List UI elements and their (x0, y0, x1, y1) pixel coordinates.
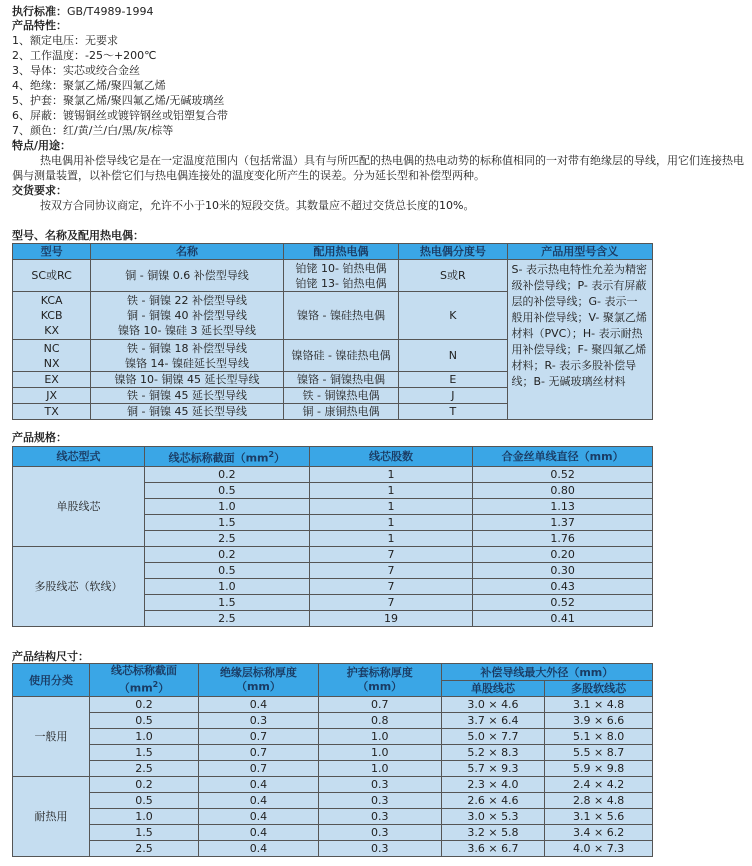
property-item: 6、屏蔽：镀锡铜丝或镀锌钢丝或铝塑复合带 (12, 109, 228, 122)
structure-header-text: （mm） (357, 680, 403, 693)
multi-core-diameter: 3.4 × 6.2 (545, 825, 653, 841)
delivery-title: 交货要求： (12, 184, 67, 197)
spec-header: 合金丝单线直径（mm） (473, 447, 653, 467)
structure-subheader: 多股软线芯 (545, 681, 653, 697)
spec-title: 产品规格： (12, 431, 67, 444)
property-item: 4、绝缘：聚氯乙烯/聚四氟乙烯 (12, 79, 166, 92)
insulation-thickness: 0.4 (199, 697, 319, 713)
strands: 1 (309, 498, 473, 514)
insulation-thickness: 0.3 (199, 713, 319, 729)
property-item: 5、护套：聚氯乙烯/聚四氟乙烯/无碱玻璃丝 (12, 94, 225, 107)
model-thermocouple: 镍铬硅 - 镍硅热电偶 (283, 340, 398, 372)
model-graduation: T (399, 404, 507, 420)
table-row (13, 546, 653, 562)
model-codes: TX (13, 404, 91, 420)
section: 1.0 (144, 578, 309, 594)
single-core-diameter: 5.0 × 7.7 (441, 729, 545, 745)
single-core-diameter: 3.2 × 5.8 (441, 825, 545, 841)
insulation-thickness: 0.7 (199, 729, 319, 745)
models-header: 产品用型号含义 (507, 244, 652, 260)
models-header: 名称 (91, 244, 284, 260)
superscript: 2 (152, 680, 159, 690)
table-row (13, 777, 653, 793)
single-core-diameter: 3.0 × 5.3 (441, 809, 545, 825)
model-graduation: S或R (399, 260, 507, 292)
properties-title: 产品特性： (12, 19, 67, 32)
model-graduation: N (399, 340, 507, 372)
structure-header (199, 664, 319, 697)
multi-core-diameter: 5.1 × 8.0 (545, 729, 653, 745)
structure-header-text: ） (158, 681, 170, 695)
property-item: 7、颜色：红/黄/兰/白/黑/灰/棕等 (12, 124, 174, 137)
table-row (13, 809, 653, 825)
table-row (13, 745, 653, 761)
wire-diameter: 1.37 (473, 514, 653, 530)
model-thermocouple: 铁 - 铜镍热电偶 (283, 388, 398, 404)
insulation-thickness: 0.4 (199, 841, 319, 857)
single-core-diameter: 3.7 × 6.4 (441, 713, 545, 729)
section: 2.5 (89, 761, 198, 777)
spec-header: 线芯股数 (309, 447, 473, 467)
sheath-thickness: 0.8 (318, 713, 441, 729)
section: 0.5 (144, 482, 309, 498)
section: 0.5 (89, 713, 198, 729)
section: 1.0 (89, 809, 198, 825)
section: 1.0 (89, 729, 198, 745)
strands: 1 (309, 466, 473, 482)
insulation-thickness: 0.4 (199, 793, 319, 809)
insulation-thickness: 0.4 (199, 825, 319, 841)
sheath-thickness: 0.3 (318, 777, 441, 793)
section: 2.5 (144, 530, 309, 546)
multi-core-diameter: 2.4 × 4.2 (545, 777, 653, 793)
structure-header: 补偿导线最大外径（mm） (441, 664, 652, 681)
table-row (13, 713, 653, 729)
superscript: 2 (268, 450, 275, 459)
core-type: 多股线芯（软线） (13, 546, 145, 626)
table-row (13, 793, 653, 809)
standard-label: 执行标准： (12, 5, 67, 18)
spec-header: 线芯型式 (13, 447, 145, 467)
insulation-thickness: 0.4 (199, 809, 319, 825)
section: 0.5 (144, 562, 309, 578)
sheath-thickness: 0.3 (318, 825, 441, 841)
strands: 19 (309, 610, 473, 626)
spec-header-text: ） (274, 451, 286, 465)
models-header: 配用热电偶 (283, 244, 398, 260)
section: 1.5 (89, 825, 198, 841)
table-row (13, 841, 653, 857)
wire-diameter: 0.52 (473, 466, 653, 482)
structure-header-text: 护套标称厚度 (346, 666, 413, 679)
model-meaning: S- 表示热电特性允差为精密级补偿导线；P- 表示有屏蔽层的补偿导线；G- 表示一般用补偿导线；V- 聚氯乙烯材料（PVC）；H- 表示耐热用补偿导线；F- 聚四氟乙烯材料；R- 表示多股补偿导线；B- 无碱玻璃丝材料 (507, 260, 652, 420)
property-item: 2、工作温度：-25～+200℃ (12, 49, 157, 62)
section: 2.5 (89, 841, 198, 857)
sheath-thickness: 1.0 (318, 745, 441, 761)
sheath-thickness: 0.3 (318, 809, 441, 825)
table-row (13, 466, 653, 482)
insulation-thickness: 0.4 (199, 777, 319, 793)
models-header: 热电偶分度号 (399, 244, 507, 260)
spec-header-text: 线芯标称截面（mm (168, 451, 269, 465)
strands: 7 (309, 594, 473, 610)
multi-core-diameter: 4.0 × 7.3 (545, 841, 653, 857)
structure-header-text: （mm (118, 681, 153, 695)
usage-type: 一般用 (13, 697, 90, 777)
multi-core-diameter: 3.1 × 4.8 (545, 697, 653, 713)
table-row (13, 825, 653, 841)
model-codes: SC或RC (13, 260, 91, 292)
section: 0.2 (89, 697, 198, 713)
structure-header: 使用分类 (13, 664, 90, 697)
strands: 1 (309, 482, 473, 498)
structure-header-text: 线芯标称截面 (110, 664, 177, 678)
features-title: 特点/用途： (12, 139, 72, 152)
structure-subheader: 单股线芯 (441, 681, 545, 697)
model-names: 镍铬 10- 铜镍 45 延长型导线 (91, 372, 284, 388)
model-codes: KCA KCB KX (13, 292, 91, 340)
multi-core-diameter: 5.9 × 9.8 (545, 761, 653, 777)
single-core-diameter: 2.3 × 4.0 (441, 777, 545, 793)
structure-header-text: （mm） (235, 680, 281, 693)
strands: 7 (309, 562, 473, 578)
models-header: 型号 (13, 244, 91, 260)
models-title: 型号、名称及配用热电偶： (12, 229, 144, 242)
model-thermocouple: 铜 - 康铜热电偶 (283, 404, 398, 420)
multi-core-diameter: 3.1 × 5.6 (545, 809, 653, 825)
model-thermocouple: 铂铑 10- 铂热电偶 铂铑 13- 铂热电偶 (283, 260, 398, 292)
structure-header (89, 664, 198, 697)
wire-diameter: 1.13 (473, 498, 653, 514)
structure-table (12, 663, 653, 857)
section: 1.5 (89, 745, 198, 761)
wire-diameter: 0.80 (473, 482, 653, 498)
section: 1.0 (144, 498, 309, 514)
wire-diameter: 0.20 (473, 546, 653, 562)
single-core-diameter: 2.6 × 4.6 (441, 793, 545, 809)
model-codes: NC NX (13, 340, 91, 372)
single-core-diameter: 5.2 × 8.3 (441, 745, 545, 761)
core-type: 单股线芯 (13, 466, 145, 546)
model-graduation: J (399, 388, 507, 404)
model-graduation: E (399, 372, 507, 388)
section: 1.5 (144, 594, 309, 610)
model-names: 铁 - 铜镍 22 补偿型导线 铜 - 铜镍 40 补偿型导线 镍铬 10- 镍硅 3 延长型导线 (91, 292, 284, 340)
strands: 1 (309, 530, 473, 546)
sheath-thickness: 1.0 (318, 761, 441, 777)
wire-diameter: 0.52 (473, 594, 653, 610)
structure-header (318, 664, 441, 697)
usage-type: 耐热用 (13, 777, 90, 857)
single-core-diameter: 3.0 × 4.6 (441, 697, 545, 713)
section: 2.5 (144, 610, 309, 626)
model-thermocouple: 镍铬 - 铜镍热电偶 (283, 372, 398, 388)
model-names: 铜 - 铜镍 0.6 补偿型导线 (91, 260, 284, 292)
strands: 7 (309, 578, 473, 594)
structure-header-text: 绝缘层标称厚度 (219, 666, 297, 679)
models-table (12, 243, 653, 420)
property-item: 3、导体：实芯或绞合金丝 (12, 64, 140, 77)
model-names: 铜 - 铜镍 45 延长型导线 (91, 404, 284, 420)
model-graduation: K (399, 292, 507, 340)
model-thermocouple: 镍铬 - 镍硅热电偶 (283, 292, 398, 340)
standard-line (12, 4, 153, 19)
table-row (13, 761, 653, 777)
section: 0.5 (89, 793, 198, 809)
wire-diameter: 0.43 (473, 578, 653, 594)
multi-core-diameter: 5.5 × 8.7 (545, 745, 653, 761)
features-text: 热电偶用补偿导线它是在一定温度范围内（包括常温）具有与所匹配的热电偶的热电动势的标称值相同的一对带有绝缘层的导线，用它们连接热电偶与测量装置，以补偿它们与热电偶连接处的温度变化所产生的误差。分为延长型和补偿型两种。 (12, 154, 744, 182)
sheath-thickness: 1.0 (318, 729, 441, 745)
insulation-thickness: 0.7 (199, 745, 319, 761)
model-names: 铁 - 铜镍 18 补偿型导线 镍铬 14- 镍硅延长型导线 (91, 340, 284, 372)
strands: 1 (309, 514, 473, 530)
section: 0.2 (144, 546, 309, 562)
section: 0.2 (144, 466, 309, 482)
delivery-text: 按双方合同协议商定，允许不小于10米的短段交货。其数量应不超过交货总长度的10%。 (40, 199, 475, 212)
model-names: 铁 - 铜镍 45 延长型导线 (91, 388, 284, 404)
model-codes: EX (13, 372, 91, 388)
wire-diameter: 0.41 (473, 610, 653, 626)
single-core-diameter: 5.7 × 9.3 (441, 761, 545, 777)
single-core-diameter: 3.6 × 6.7 (441, 841, 545, 857)
table-row (13, 697, 653, 713)
sheath-thickness: 0.3 (318, 841, 441, 857)
multi-core-diameter: 2.8 × 4.8 (545, 793, 653, 809)
wire-diameter: 0.30 (473, 562, 653, 578)
standard-value: GB/T4989-1994 (67, 5, 154, 18)
section: 0.2 (89, 777, 198, 793)
table-row (13, 729, 653, 745)
sheath-thickness: 0.7 (318, 697, 441, 713)
section: 1.5 (144, 514, 309, 530)
wire-diameter: 1.76 (473, 530, 653, 546)
multi-core-diameter: 3.9 × 6.6 (545, 713, 653, 729)
insulation-thickness: 0.7 (199, 761, 319, 777)
property-item: 1、额定电压：无要求 (12, 34, 118, 47)
strands: 7 (309, 546, 473, 562)
sheath-thickness: 0.3 (318, 793, 441, 809)
spec-header (144, 447, 309, 467)
model-codes: JX (13, 388, 91, 404)
spec-table (12, 446, 653, 627)
structure-title: 产品结构尺寸： (12, 650, 89, 663)
